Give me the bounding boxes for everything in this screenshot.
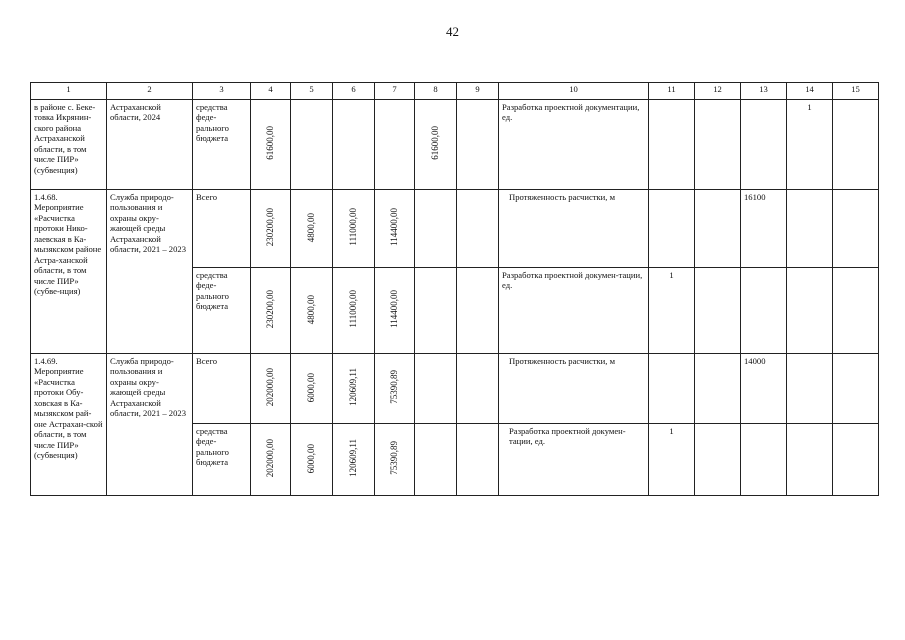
indicator-value: 1 [787,100,833,190]
amount-value: 202000,00 [265,368,276,407]
amount-cell [291,268,333,354]
column-header: 9 [457,83,499,100]
table-row [31,354,879,424]
column-header: 6 [333,83,375,100]
measure-name: в районе с. Беке-товка Икрянин-ского района Астраханской области, в том числе ПИР» (субвенция) [31,100,107,190]
empty-cell [787,354,833,424]
amount-value: 230200,00 [265,290,276,329]
empty-cell [457,190,499,268]
indicator-value: 14000 [741,354,787,424]
amount-cell [333,190,375,268]
amount-value: 61600,00 [430,126,441,161]
empty-cell [457,100,499,190]
amount-cell [375,268,415,354]
executor: Служба природо-пользования и охраны окру-жающей среды Астраханской области, 2021 – 2023 [107,354,193,496]
empty-cell [457,424,499,496]
empty-cell [695,424,741,496]
indicator-value: 16100 [741,190,787,268]
amount-value: 120609,11 [348,368,359,407]
amount-cell [375,424,415,496]
empty-cell [291,100,333,190]
empty-cell [833,354,879,424]
column-header: 1 [31,83,107,100]
column-header: 4 [251,83,291,100]
empty-cell [787,268,833,354]
amount-value: 114400,00 [389,290,400,329]
column-header: 13 [741,83,787,100]
amount-value: 230200,00 [265,208,276,247]
column-header: 15 [833,83,879,100]
amount-2024-cell [415,100,457,190]
measure-name: 1.4.69. Мероприятие «Расчистка протоки Обу-ховская в Ка-мызякском рай-оне Астрахан-ской области, в том числе ПИР» (субвенция) [31,354,107,496]
funding-source: Всего [193,354,251,424]
amount-cell [291,354,333,424]
measure-name: 1.4.68. Мероприятие «Расчистка протоки Нико-лаевская в Ка-мызякском районе Астра-ханской области, в том числе ПИР» (субве-нция) [31,190,107,354]
table-row [31,190,879,268]
column-header: 14 [787,83,833,100]
amount-total-cell [251,100,291,190]
amount-value: 61600,00 [265,126,276,161]
amount-cell [251,354,291,424]
empty-cell [787,190,833,268]
amount-value: 111000,00 [348,208,359,247]
empty-cell [741,424,787,496]
empty-cell [457,268,499,354]
table-row [31,100,879,190]
amount-cell [375,354,415,424]
amount-cell [333,424,375,496]
amount-value: 6000,00 [306,443,317,473]
indicator-name: Разработка проектной документации, ед. [499,100,649,190]
empty-cell [375,100,415,190]
empty-cell [741,268,787,354]
amount-cell [333,268,375,354]
amount-value: 75390,89 [389,441,400,476]
empty-cell [833,190,879,268]
amount-cell [291,190,333,268]
amount-cell [291,424,333,496]
amount-value: 4800,00 [306,294,317,324]
column-header: 12 [695,83,741,100]
indicator-name: Разработка проектной докумен-тации, ед. [499,268,649,354]
amount-value: 114400,00 [389,208,400,247]
amount-cell [251,268,291,354]
empty-cell [741,100,787,190]
executor: Служба природо-пользования и охраны окру-жающей среды Астраханской области, 2021 – 2023 [107,190,193,354]
amount-cell [375,190,415,268]
funding-source: средства феде-рального бюджета [193,268,251,354]
empty-cell [787,424,833,496]
amount-value: 120609,11 [348,439,359,478]
indicator-name: Протяженность расчистки, м [499,354,649,424]
empty-cell [649,354,695,424]
amount-value: 202000,00 [265,439,276,478]
empty-cell [415,424,457,496]
column-header: 7 [375,83,415,100]
column-header: 2 [107,83,193,100]
page-number: 42 [446,24,459,39]
indicator-name: Протяженность расчистки, м [499,190,649,268]
funding-source: средства феде-рального бюджета [193,100,251,190]
empty-cell [457,354,499,424]
empty-cell [415,268,457,354]
program-table [30,82,879,496]
empty-cell [695,268,741,354]
empty-cell [695,100,741,190]
column-header: 3 [193,83,251,100]
empty-cell [415,190,457,268]
empty-cell [695,354,741,424]
empty-cell [333,100,375,190]
column-header: 8 [415,83,457,100]
indicator-name: Разработка проектной докумен-тации, ед. [499,424,649,496]
amount-value: 6000,00 [306,372,317,402]
amount-cell [333,354,375,424]
empty-cell [649,190,695,268]
empty-cell [649,100,695,190]
column-header: 5 [291,83,333,100]
empty-cell [833,424,879,496]
column-header: 11 [649,83,695,100]
indicator-value: 1 [649,424,695,496]
empty-cell [833,268,879,354]
amount-cell [251,190,291,268]
header-row [31,83,879,100]
amount-value: 4800,00 [306,212,317,242]
empty-cell [415,354,457,424]
empty-cell [833,100,879,190]
executor: Астраханской области, 2024 [107,100,193,190]
empty-cell [695,190,741,268]
column-header: 10 [499,83,649,100]
amount-cell [251,424,291,496]
funding-source: Всего [193,190,251,268]
funding-source: средства феде-рального бюджета [193,424,251,496]
amount-value: 111000,00 [348,290,359,329]
amount-value: 75390,89 [389,370,400,405]
indicator-value: 1 [649,268,695,354]
